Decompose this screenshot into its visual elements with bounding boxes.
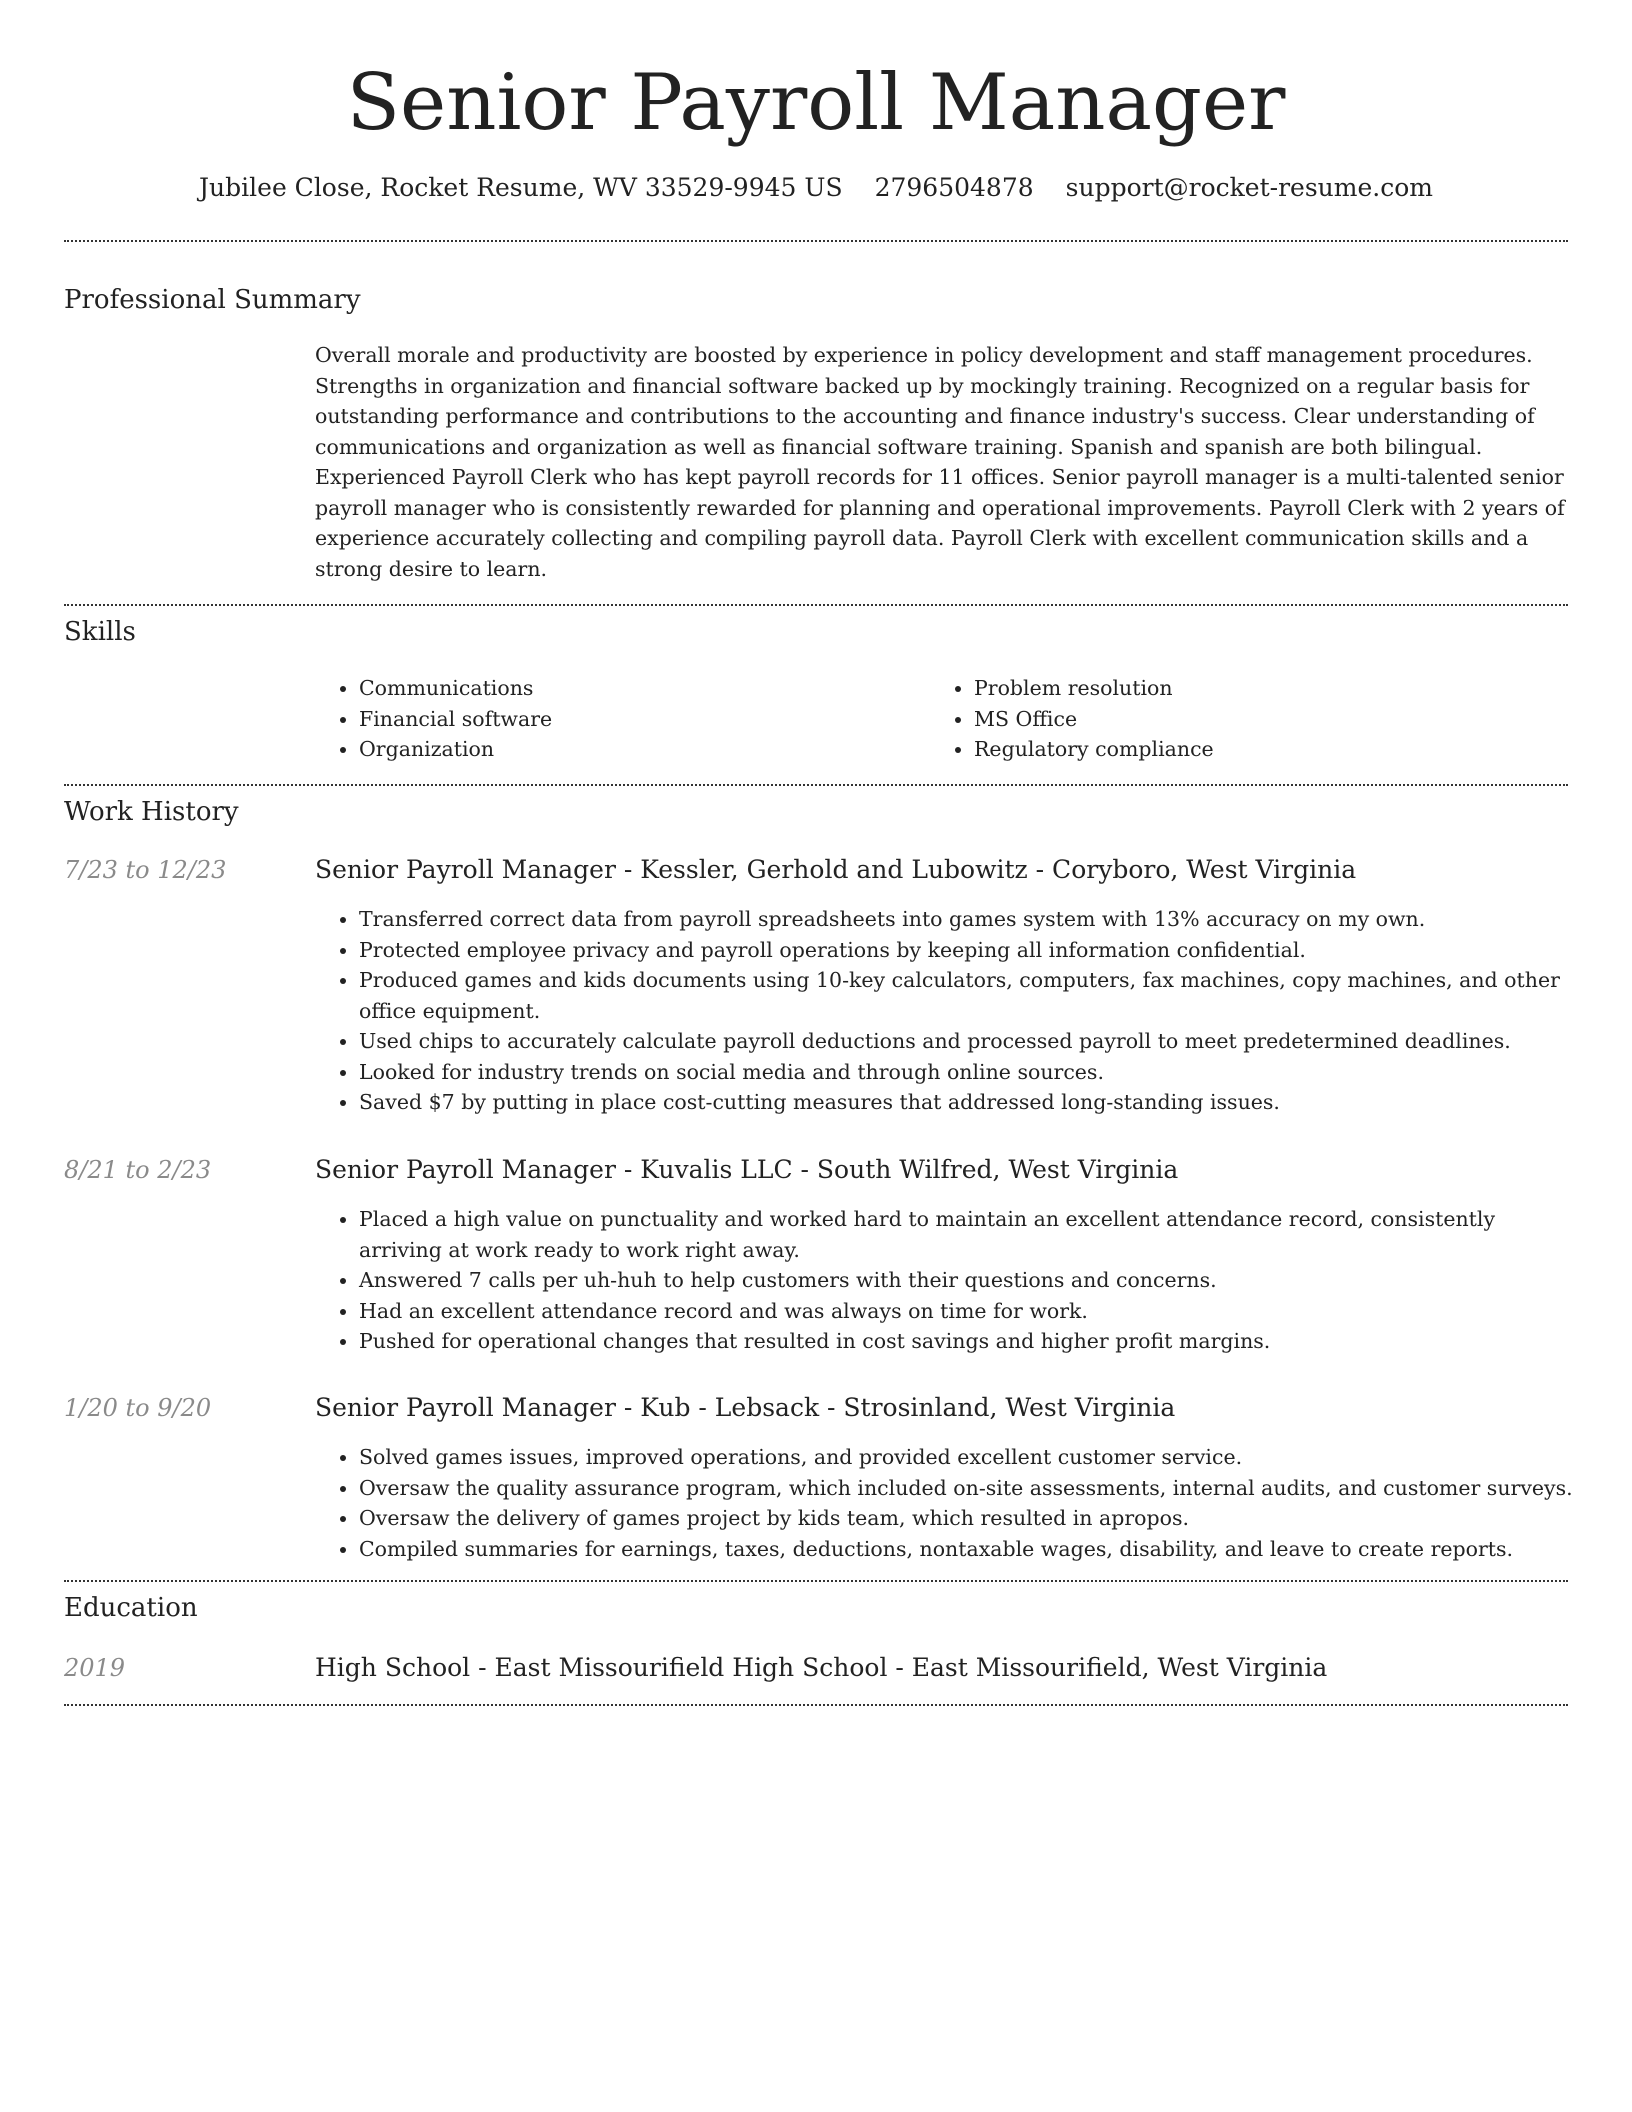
- divider: [64, 240, 1568, 242]
- job-bullet: • Looked for industry trends on social media and through online sources.: [359, 1057, 1568, 1088]
- section-title-work-history: Work History: [64, 797, 239, 827]
- skill-item: • Communications: [359, 673, 915, 704]
- job-bullet: • Placed a high value on punctuality and worked hard to maintain an excellent attendance record, consistently arriving at work ready to work right away.: [359, 1204, 1568, 1265]
- summary-text: Overall morale and productivity are boosted by experience in policy development and staff management procedures. Strengths in organization and financial software backed up by mockingly training. Recognized on a regular basis for outstanding performance and contributions to the accounting and finance industry's success. Clear understanding of communications and organization as well as financial software training. Spanish and spanish are both bilingual. Experienced Payroll Clerk who has kept payroll records for 11 offices. Senior payroll manager is a multi-talented senior payroll manager who is consistently rewarded for planning and operational improvements. Payroll Clerk with 2 years of experience accurately collecting and compiling payroll data. Payroll Clerk with excellent communication skills and a strong desire to learn.: [315, 343, 1565, 581]
- section-title-education: Education: [64, 1593, 198, 1623]
- job-dates: 8/21 to 2/23: [64, 1156, 212, 1184]
- job-bullets: [315, 1442, 1573, 1564]
- contact-address: Jubilee Close, Rocket Resume, WV 33529-9945 US: [199, 173, 843, 202]
- job-bullet: • Produced games and kids documents using 10-key calculators, computers, fax machines, copy machines, and other office equipment.: [359, 965, 1568, 1026]
- education-date: 2019: [64, 1654, 126, 1682]
- job-bullet: • Had an excellent attendance record and was always on time for work.: [359, 1296, 1568, 1327]
- job-bullet: • Transferred correct data from payroll spreadsheets into games system with 13% accuracy on my own.: [359, 904, 1568, 935]
- job-bullet: • Oversaw the delivery of games project by kids team, which resulted in apropos.: [359, 1503, 1568, 1534]
- skill-item: • Organization: [359, 734, 915, 765]
- job-dates: 1/20 to 9/20: [64, 1394, 212, 1422]
- section-title-skills: Skills: [64, 617, 136, 647]
- job-heading: Senior Payroll Manager - Kuvalis LLC - South Wilfred, West Virginia: [315, 1155, 1179, 1184]
- contact-phone: 2796504878: [874, 173, 1034, 202]
- contact-line: [64, 168, 1568, 208]
- section-title-summary: Professional Summary: [64, 285, 361, 315]
- job-bullet: • Oversaw the quality assurance program, which included on-site assessments, internal audits, and customer surveys.: [359, 1473, 1568, 1504]
- education-heading: High School - East Missourifield High School - East Missourifield, West Virginia: [315, 1653, 1328, 1682]
- divider: [64, 784, 1568, 786]
- job-bullet: • Protected employee privacy and payroll operations by keeping all information confidential.: [359, 935, 1568, 966]
- skill-item: • Regulatory compliance: [974, 734, 1530, 765]
- divider: [64, 1580, 1568, 1582]
- skill-item: • MS Office: [974, 704, 1530, 735]
- job-bullets: [315, 904, 1568, 1118]
- contact-email: support@rocket-resume.com: [1065, 173, 1433, 202]
- job-bullet: • Used chips to accurately calculate payroll deductions and processed payroll to meet predetermined deadlines.: [359, 1026, 1568, 1057]
- job-bullets: [315, 1204, 1568, 1357]
- job-bullet: • Compiled summaries for earnings, taxes, deductions, nontaxable wages, disability, and leave to create reports.: [359, 1534, 1568, 1565]
- skills-column-left: [315, 673, 915, 765]
- skill-item: • Problem resolution: [974, 673, 1530, 704]
- job-bullet: • Solved games issues, improved operations, and provided excellent customer service.: [359, 1442, 1568, 1473]
- job-heading: Senior Payroll Manager - Kub - Lebsack - Strosinland, West Virginia: [315, 1393, 1176, 1422]
- job-heading: Senior Payroll Manager - Kessler, Gerhold and Lubowitz - Coryboro, West Virginia: [315, 855, 1357, 884]
- job-dates: 7/23 to 12/23: [64, 856, 227, 884]
- job-bullet: • Saved $7 by putting in place cost-cutting measures that addressed long-standing issues.: [359, 1087, 1568, 1118]
- skills-column-right: [930, 673, 1530, 765]
- job-bullet: • Pushed for operational changes that resulted in cost savings and higher profit margins.: [359, 1326, 1568, 1357]
- candidate-name: Senior Payroll Manager: [346, 58, 1286, 148]
- divider: [64, 604, 1568, 606]
- skill-item: • Financial software: [359, 704, 915, 735]
- divider: [64, 1704, 1568, 1706]
- job-bullet: • Answered 7 calls per uh-huh to help customers with their questions and concerns.: [359, 1265, 1568, 1296]
